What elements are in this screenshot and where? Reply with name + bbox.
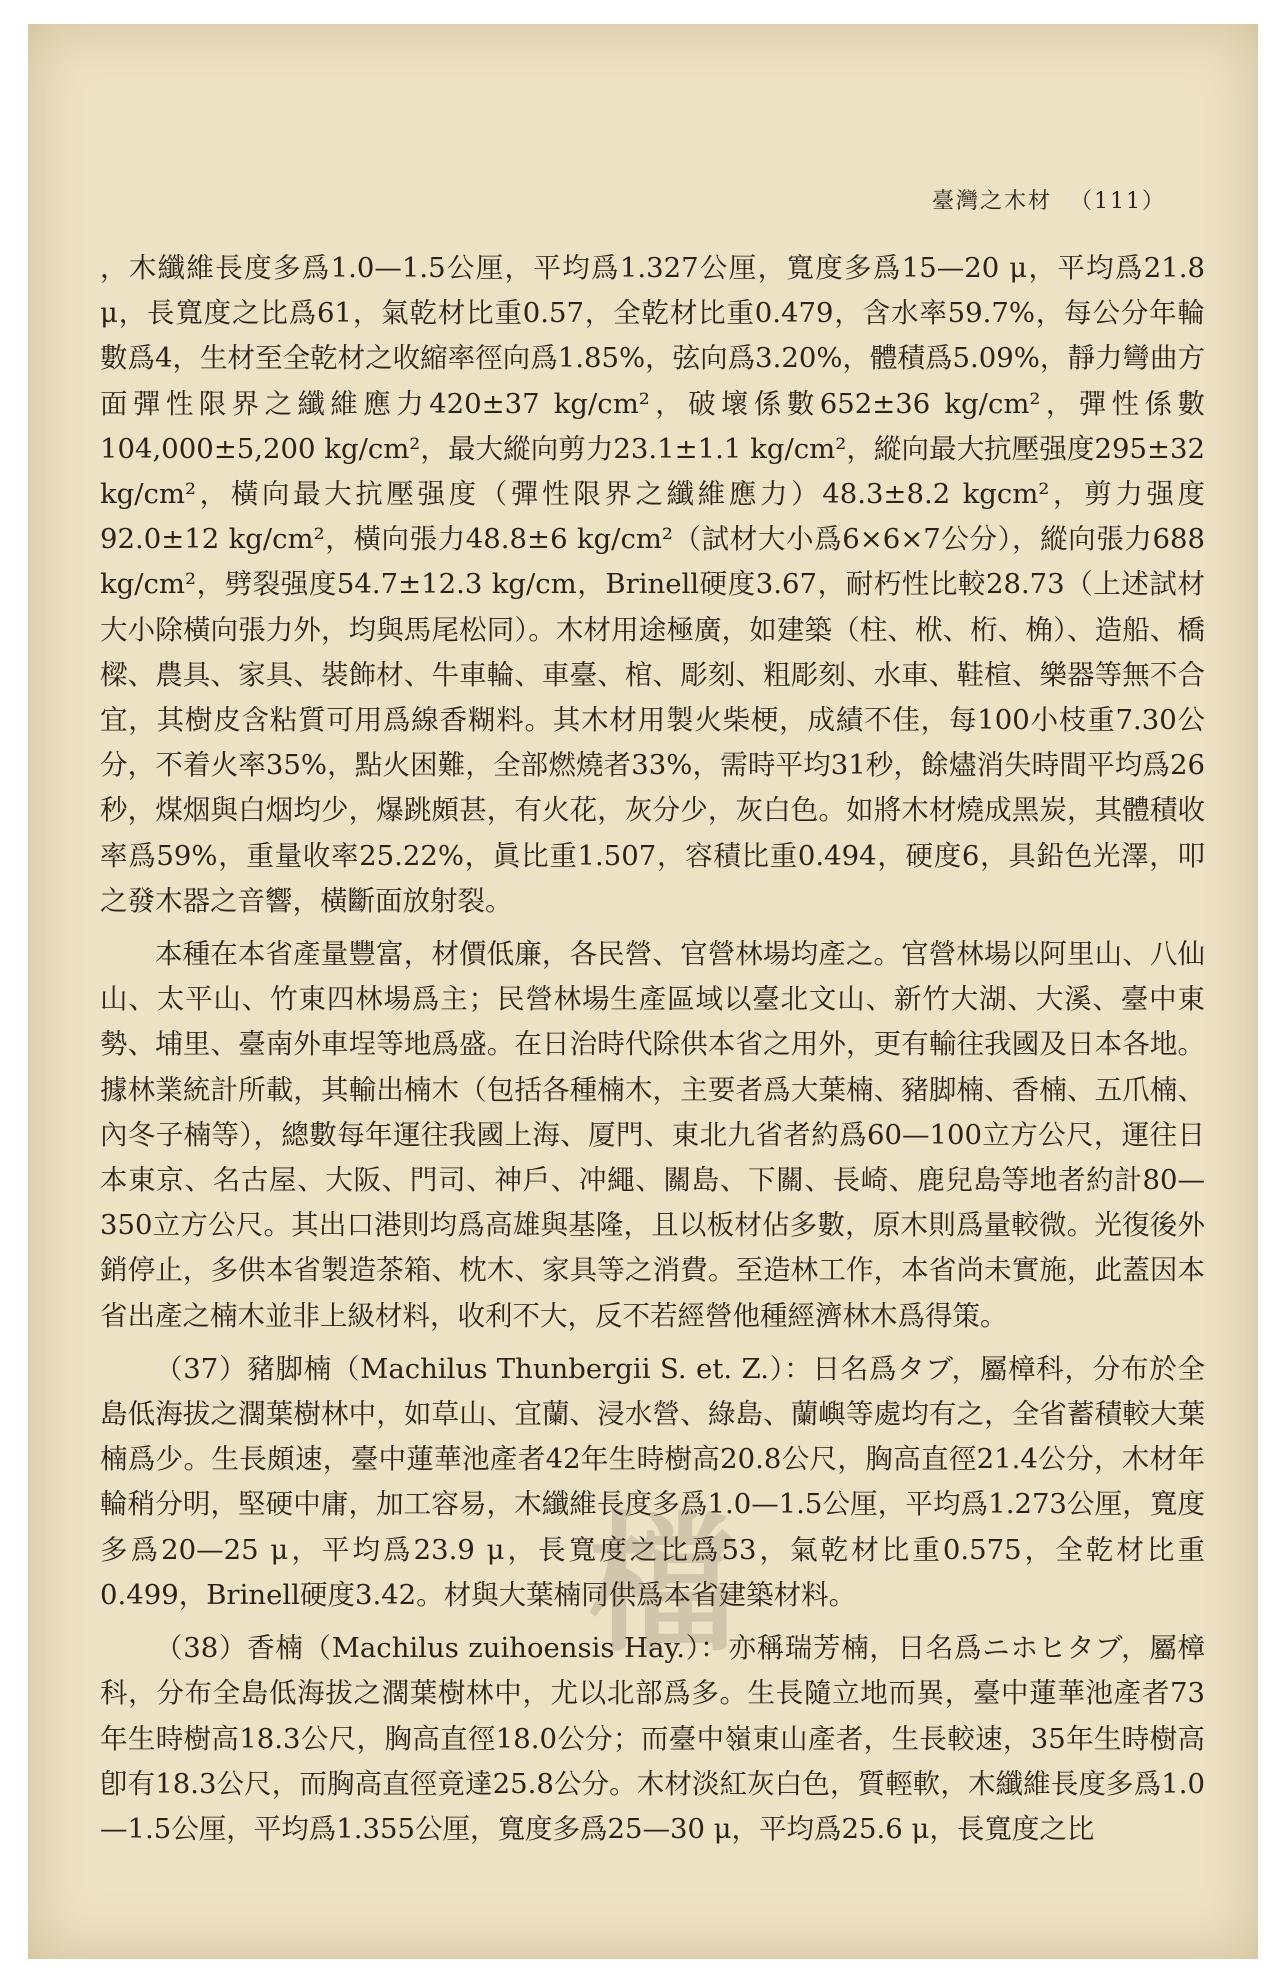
scanned-page [28, 24, 1258, 1959]
paragraph-continuation: ，木纖維長度多爲1.0—1.5公厘，平均爲1.327公厘，寬度多爲15—20 μ，平均爲21.8 μ，長寬度之比爲61，氣乾材比重0.57，全乾材比重0.479，含水率59.7%，每公分年輪數爲4，生材至全乾材之收縮率徑向爲1.85%，弦向爲3.20%，體積爲5.09%，靜力彎曲方面彈性限界之纖維應力420±37 kg/cm²，破壞係數652±36 kg/cm²，彈性係數104,000±5,200 kg/cm²，最大縱向剪力23.1±1.1 kg/cm²，縱向最大抗壓强度295±32 kg/cm²，橫向最大抗壓强度（彈性限界之纖維應力）48.3±8.2 kgcm²，剪力强度92.0±12 kg/cm²，橫向張力48.8±6 kg/cm²（試材大小爲6×6×7公分），縱向張力688 kg/cm²，劈裂强度54.7±12.3 kg/cm，Brinell硬度3.67，耐朽性比較28.73（上述試材大小除橫向張力外，均與馬尾松同）。木材用途極廣，如建築（柱、栿、桁、桷）、造船、橋樑、農具、家具、裝飾材、牛車輪、車臺、棺、彫刻、粗彫刻、水車、鞋楦、樂器等無不合宜，其樹皮含粘質可用爲線香糊料。其木材用製火柴梗，成績不佳，每100小枝重7.30公分，不着火率35%，點火困難，全部燃燒者33%，需時平均31秒，餘燼消失時間平均爲26秒，煤烟與白烟均少，爆跳頗甚，有火花，灰分少，灰白色。如將木材燒成黑炭，其體積收率爲59%，重量收率25.22%，眞比重1.507，容積比重0.494，硬度6，具鉛色光澤，叩之發木器之音響，橫斷面放射裂。 [100, 252, 1205, 917]
running-header-title: 臺灣之木材 [931, 189, 1052, 214]
body-text [100, 246, 1205, 1852]
archive-watermark: 檔 [588, 1499, 729, 1673]
paragraph-species-38: （38）香楠（Machilus zuihoensis Hay.）：亦稱瑞芳楠，日名爲ニホヒタブ，屬樟科，分布全島低海拔之濶葉樹林中，尤以北部爲多。生長隨立地而異，臺中蓮華池產者73年生時樹高18.3公尺，胸高直徑18.0公分；而臺中嶺東山產者，生長較速，35年生時樹高卽有18.3公尺，而胸高直徑竟達25.8公分。木材淡紅灰白色，質輕軟，木纖維長度多爲1.0—1.5公厘，平均爲1.355公厘，寬度多爲25—30 μ，平均爲25.6 μ，長寬度之比 [100, 1632, 1205, 1845]
paragraph-species-37: （37）豬脚楠（Machilus Thunbergii S. et. Z.）：日名爲タブ，屬樟科，分布於全島低海拔之濶葉樹林中，如草山、宜蘭、浸水營、綠島、蘭嶼等處均有之，全省蓄積較大葉楠爲少。生長頗速，臺中蓮華池產者42年生時樹高20.8公尺，胸高直徑21.4公分，木材年輪稍分明，堅硬中庸，加工容易，木纖維長度多爲1.0—1.5公厘，平均爲1.273公厘，寬度多爲20—25 μ，平均爲23.9 μ，長寬度之比爲53，氣乾材比重0.575，全乾材比重0.499，Brinell硬度3.42。材與大葉楠同供爲本省建築材料。 [100, 1352, 1205, 1611]
running-header [932, 184, 1166, 215]
page-number: （111） [1070, 189, 1166, 214]
paragraph-production: 本種在本省產量豐富，材價低廉，各民營、官營林場均產之。官營林場以阿里山、八仙山、太平山、竹東四林場爲主；民營林場生產區域以臺北文山、新竹大湖、大溪、臺中東勢、埔里、臺南外車埕等地爲盛。在日治時代除供本省之用外，更有輸往我國及日本各地。據林業統計所載，其輸出楠木（包括各種楠木，主要者爲大葉楠、豬脚楠、香楠、五爪楠、內冬子楠等），總數每年運往我國上海、厦門、東北九省者約爲60—100立方公尺，運往日本東京、名古屋、大阪、門司、神戶、冲繩、關島、下關、長崎、鹿兒島等地者約計80—350立方公尺。其出口港則均爲高雄與基隆，且以板材佔多數，原木則爲量較微。光復後外銷停止，多供本省製造茶箱、枕木、家具等之消費。至造林工作，本省尚未實施，此蓋因本省出產之楠木並非上級材料，收利不大，反不若經營他種經濟林木爲得策。 [100, 938, 1205, 1332]
